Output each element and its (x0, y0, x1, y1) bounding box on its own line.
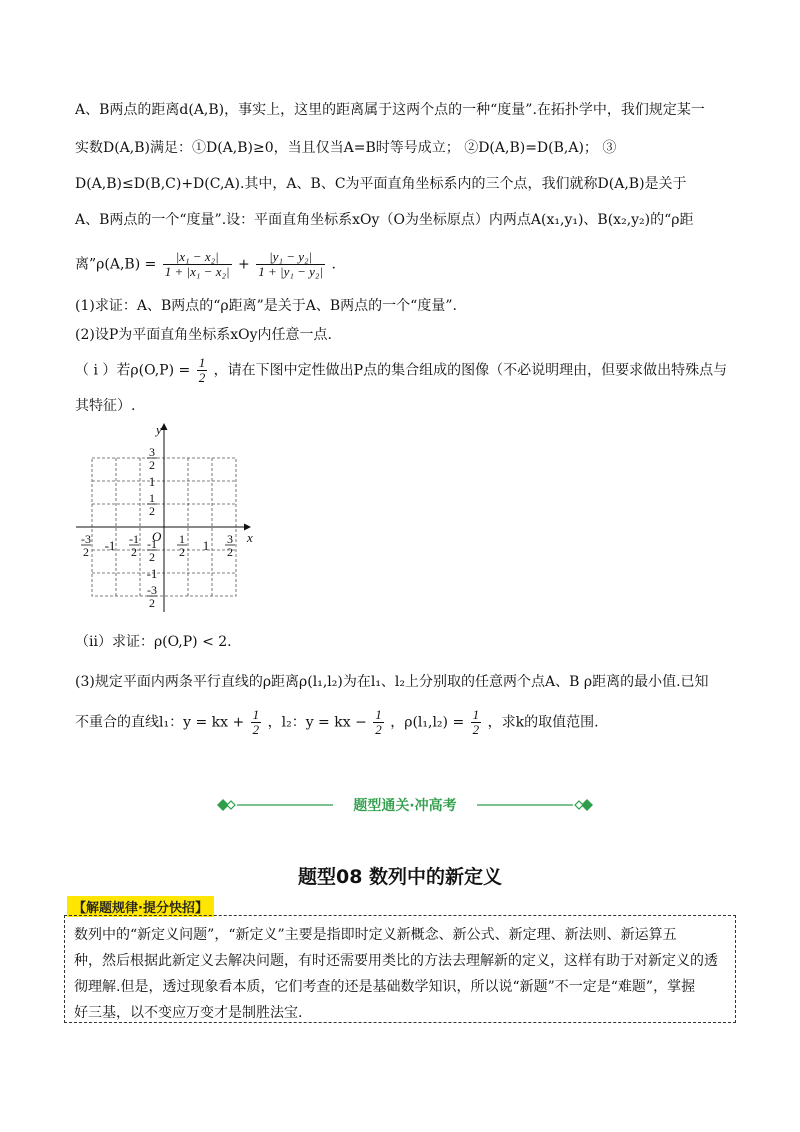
rho-plus: + (238, 256, 250, 273)
x-tick-label (203, 538, 210, 553)
q2i-numerator: 1 (198, 355, 206, 370)
svg-text:-1: -1 (147, 537, 157, 551)
svg-text:2: 2 (227, 545, 233, 559)
svg-text:-3: -3 (81, 532, 91, 546)
svg-text:2: 2 (83, 545, 89, 559)
tips-line: 好三基，以不变应万变才是制胜法宝. (74, 1005, 303, 1021)
rho-y-fraction (256, 250, 325, 279)
q2i-suffix: ，请在下图中定性做出P点的集合组成的图像（不必说明理由，但要求做出特殊点与 (213, 362, 728, 379)
svg-text:2: 2 (149, 504, 155, 518)
x-tick-label (129, 532, 139, 559)
q3-half-1: $\frac{1}{2}$ (252, 707, 260, 737)
svg-text:3: 3 (227, 532, 233, 546)
q3-half-3: $\frac{1}{2}$ (472, 707, 480, 737)
x-axis-label: x (247, 530, 253, 545)
svg-text:2: 2 (149, 596, 155, 610)
svg-text:1: 1 (148, 474, 156, 489)
question-2i (75, 356, 727, 385)
svg-text:-1: -1 (146, 566, 158, 581)
tips-line: 数列中的“新定义问题”，“新定义”主要是指即时定义新概念、新公式、新定理、新法则、新运算五 (74, 927, 677, 943)
tips-tag: 【解题规律·提分快招】 (67, 896, 214, 917)
svg-text:1: 1 (202, 538, 210, 553)
tips-line: 种，然后根据此新定义去解决问题，有时还需要用类比的方法去理解新的定义，这样有助于对新定义的透 (74, 953, 718, 969)
origin-label: O (152, 529, 162, 544)
problem-line-3: D(A,B)≤D(B,C)+D(C,A).其中，A、B、C为平面直角坐标系内的三个点，我们就称D(A,B)是关于 (75, 176, 687, 192)
svg-text:-3: -3 (147, 583, 157, 597)
svg-text:3: 3 (149, 445, 155, 459)
y-tick-label (147, 566, 158, 581)
y-axis-label: y (156, 422, 162, 437)
section-banner (215, 792, 595, 818)
rho-y-numerator: |y₁ − y₂| (256, 250, 325, 265)
svg-text:-1: -1 (129, 532, 139, 546)
coordinate-grid-figure (70, 422, 260, 618)
question-3-line-2 (75, 708, 599, 737)
x-tick-label (177, 532, 187, 559)
x-tick-label (225, 532, 235, 559)
rho-def-end: . (331, 256, 336, 273)
question-3-line-1: (3)规定平面内两条平行直线的ρ距离ρ(l₁,l₂)为在l₁、l₂上分别取的任意两个点A、B ρ距离的最小值.已知 (75, 674, 709, 690)
question-2ii: （ii）求证：ρ(O,P) < 2. (75, 634, 232, 650)
q3-half-2: $\frac{1}{2}$ (375, 707, 382, 737)
x-tick-label (81, 532, 91, 559)
problem-line-2: 实数D(A,B)满足：①D(A,B)≥0，当且仅当A=B时等号成立； ②D(A,B)=D(B,A)； ③ (75, 140, 617, 156)
svg-text:2: 2 (131, 545, 137, 559)
q3-part-d: ，求k的取值范围. (487, 714, 599, 731)
banner-text: 题型通关·冲高考 (353, 798, 457, 814)
rho-definition (75, 250, 336, 279)
y-tick-label (147, 445, 157, 472)
question-2i-line-2: 其特征）. (75, 398, 136, 414)
y-tick-label (149, 474, 156, 489)
y-tick-label (147, 583, 157, 610)
svg-text:1: 1 (149, 491, 155, 505)
section-title: 题型08 数列中的新定义 (297, 866, 503, 888)
question-1: (1)求证：A、B两点的“ρ距离”是关于A、B两点的一个“度量”. (75, 298, 457, 314)
svg-text:2: 2 (149, 550, 155, 564)
svg-text:2: 2 (149, 458, 155, 472)
question-2: (2)设P为平面直角坐标系xOy内任意一点. (75, 327, 332, 343)
svg-text:-1: -1 (104, 538, 116, 553)
q3-part-a: 不重合的直线l₁：y = kx + (75, 714, 245, 731)
banner-right-diamond-icon (575, 799, 593, 811)
q2i-denominator: 2 (198, 370, 206, 385)
q2i-fraction (197, 356, 208, 385)
x-tick-label (105, 538, 116, 553)
axes (76, 428, 244, 612)
problem-line-1: A、B两点的距离d(A,B)，事实上，这里的距离属于这两个点的一种“度量”.在拓扑学中，我们规定某一 (75, 102, 705, 118)
svg-text:1: 1 (179, 532, 185, 546)
q3-part-b: ，l₂：y = kx − (267, 714, 367, 731)
rho-x-denominator: 1 + |x₁ − x₂| (164, 264, 230, 279)
q3-part-c: ，ρ(l₁,l₂) = (390, 714, 465, 731)
tips-box (64, 915, 736, 1023)
banner-left-diamond-icon (217, 799, 235, 811)
rho-y-denominator: 1 + |y₁ − y₂| (258, 264, 323, 279)
rho-def-prefix: 离”ρ(A,B) = (75, 256, 157, 273)
problem-line-4: A、B两点的一个“度量”.设：平面直角坐标系xOy（O为坐标原点）内两点A(x₁,y₁)、B(x₂,y₂)的“ρ距 (75, 212, 694, 228)
rho-x-fraction (163, 250, 232, 279)
svg-text:2: 2 (179, 545, 185, 559)
y-tick-label (147, 537, 157, 564)
tips-line: 彻理解.但是，透过现象看本质，它们考查的还是基础数学知识，所以说“新题”不一定是“难题”，掌握 (74, 979, 696, 995)
q2i-prefix: （ i ）若ρ(O,P) = (75, 362, 191, 379)
rho-x-numerator: |x₁ − x₂| (163, 250, 232, 265)
y-tick-label (147, 491, 157, 518)
